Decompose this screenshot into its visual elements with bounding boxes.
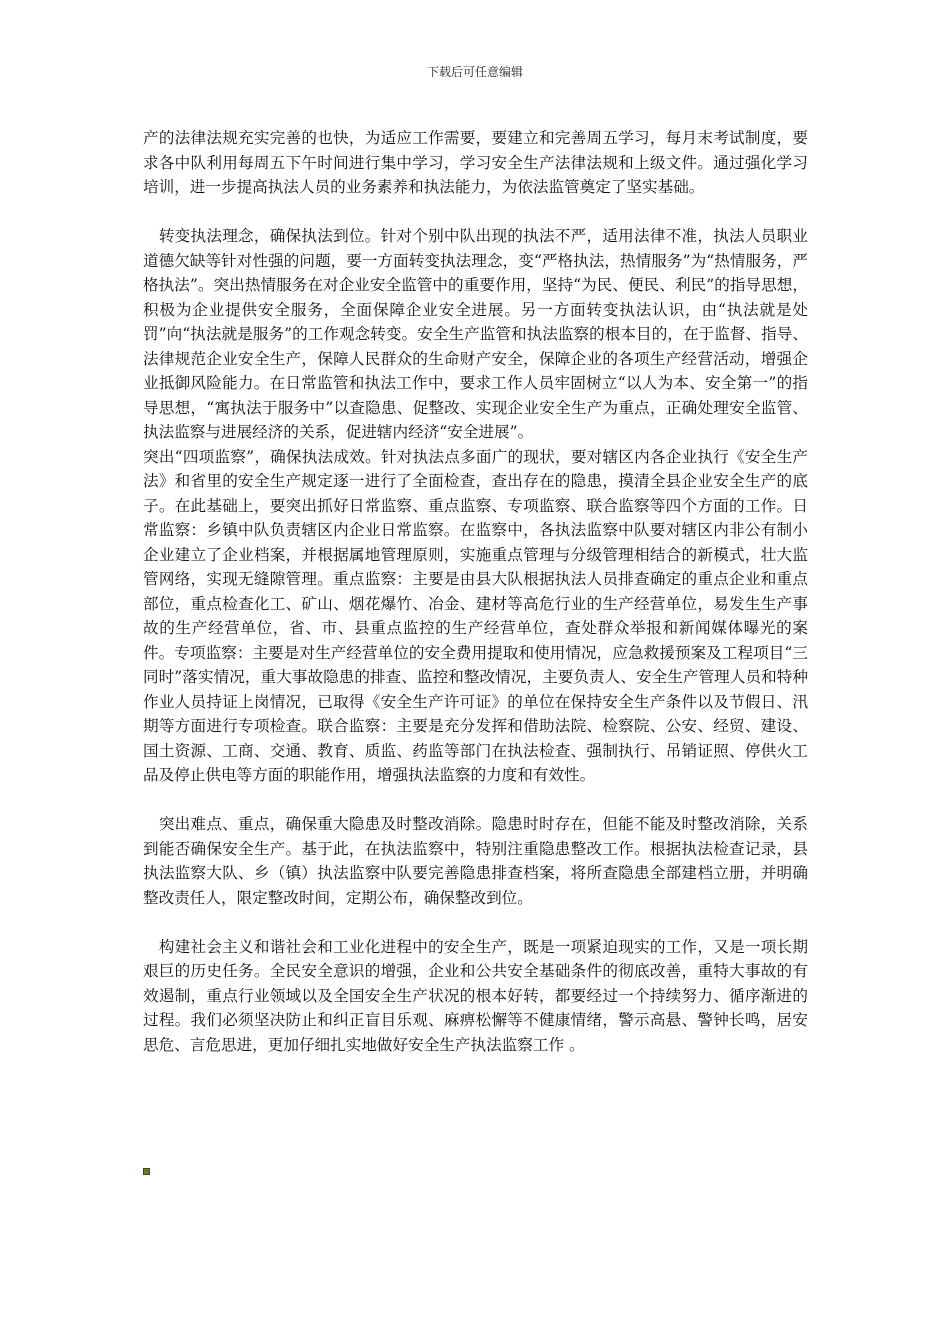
paragraph-conclusion: 构建社会主义和谐社会和工业化进程中的安全生产，既是一项紧迫现实的工作，又是一项长期艰巨的历史任务。全民安全意识的增强，企业和公共安全基础条件的彻底改善，重特大事故的有效遏制，重点行业领域以及全国安全生产状况的根本好转，都要经过一个持续努力、循序渐进的过程。我们必须坚决防止和纠正盲目乐观、麻痹松懈等不健康情绪，警示高悬、警钟长鸣，居安思危、言危思进，更加仔细扎实地做好安全生产执法监察工作 。 [143, 937, 808, 1054]
paragraph-enforcement-concept: 转变执法理念，确保执法到位。针对个别中队出现的执法不严，适用法律不准，执法人员职业道德欠缺等针对性强的问题，要一方面转变执法理念，变“严格执法，热情服务”为“热情服务，严格执法”。突出热情服务在对企业安全监管中的重要作用，坚持“为民、便民、利民”的指导思想，积极为企业提供安全服务，全面保障企业安全进展。另一方面转变执法认识，由“执法就是处罚”向“执法就是服务”的工作观念转变。安全生产监管和执法监察的根本目的，在于监督、指导、法律规范企业安全生产，保障人民群众的生命财产安全，保障企业的各项生产经营活动，增强企业抵御风险能力。在日常监管和执法工作中，要求工作人员牢固树立“以人为本、安全第一”的指导思想，“寓执法于服务中”以查隐患、促整改、实现企业安全生产为重点，正确处理安全监管、执法监察与进展经济的关系，促进辖内经济“安全进展”。 [143, 227, 808, 441]
paragraph-study-system: 产的法律法规充实完善的也快，为适应工作需要，要建立和完善周五学习，每月末考试制度，要求各中队利用每周五下午时间进行集中学习，学习安全生产法律法规和上级文件。通过强化学习培训，进一步提高执法人员的业务素养和执法能力，为依法监管奠定了坚实基础。 [143, 129, 808, 196]
paragraph-gap [143, 910, 808, 935]
paragraph-hazard-rectification: 突出难点、重点，确保重大隐患及时整改消除。隐患时时存在，但能不能及时整改消除，关系到能否确保安全生产。基于此，在执法监察中，特别注重隐患整改工作。根据执法检查记录，县执法监察大队、乡（镇）执法监察中队要完善隐患排查档案，将所查隐患全部建档立册，并明确整改责任人，限定整改时间，定期公布，确保整改到位。 [143, 815, 808, 907]
page-end-marker-icon [143, 1168, 150, 1175]
page-header: 下载后可任意编辑 [426, 65, 523, 79]
paragraph-gap [143, 788, 808, 813]
document-body [143, 126, 808, 1057]
paragraph-four-inspections: 突出“四项监察”，确保执法成效。针对执法点多面广的现状，要对辖区内各企业执行《安全生产法》和省里的安全生产规定逐一进行了全面检查，查出存在的隐患，摸清全县企业安全生产的底子。在此基础上，要突出抓好日常监察、重点监察、专项监察、联合监察等四个方面的工作。日常监察：乡镇中队负责辖区内企业日常监察。在监察中，各执法监察中队要对辖区内非公有制小企业建立了企业档案，并根据属地管理原则，实施重点管理与分级管理相结合的新模式，壮大监管网络，实现无缝隙管理。重点监察：主要是由县大队根据执法人员排查确定的重点企业和重点部位，重点检查化工、矿山、烟花爆竹、冶金、建材等高危行业的生产经营单位，易发生生产事故的生产经营单位，省、市、县重点监控的生产经营单位，查处群众举报和新闻媒体曝光的案件。专项监察：主要是对生产经营单位的安全费用提取和使用情况，应急救援预案及工程项目“三同时”落实情况，重大事故隐患的排查、监控和整改情况，主要负责人、安全生产管理人员和特种作业人员持证上岗情况，已取得《安全生产许可证》的单位在保持安全生产条件以及节假日、汛期等方面进行专项检查。联合监察：主要是充分发挥和借助法院、检察院、公安、经贸、建设、国土资源、工商、交通、教育、质监、药监等部门在执法检查、强制执行、吊销证照、停供火工品及停止供电等方面的职能作用，增强执法监察的力度和有效性。 [143, 447, 808, 784]
paragraph-gap [143, 200, 808, 225]
